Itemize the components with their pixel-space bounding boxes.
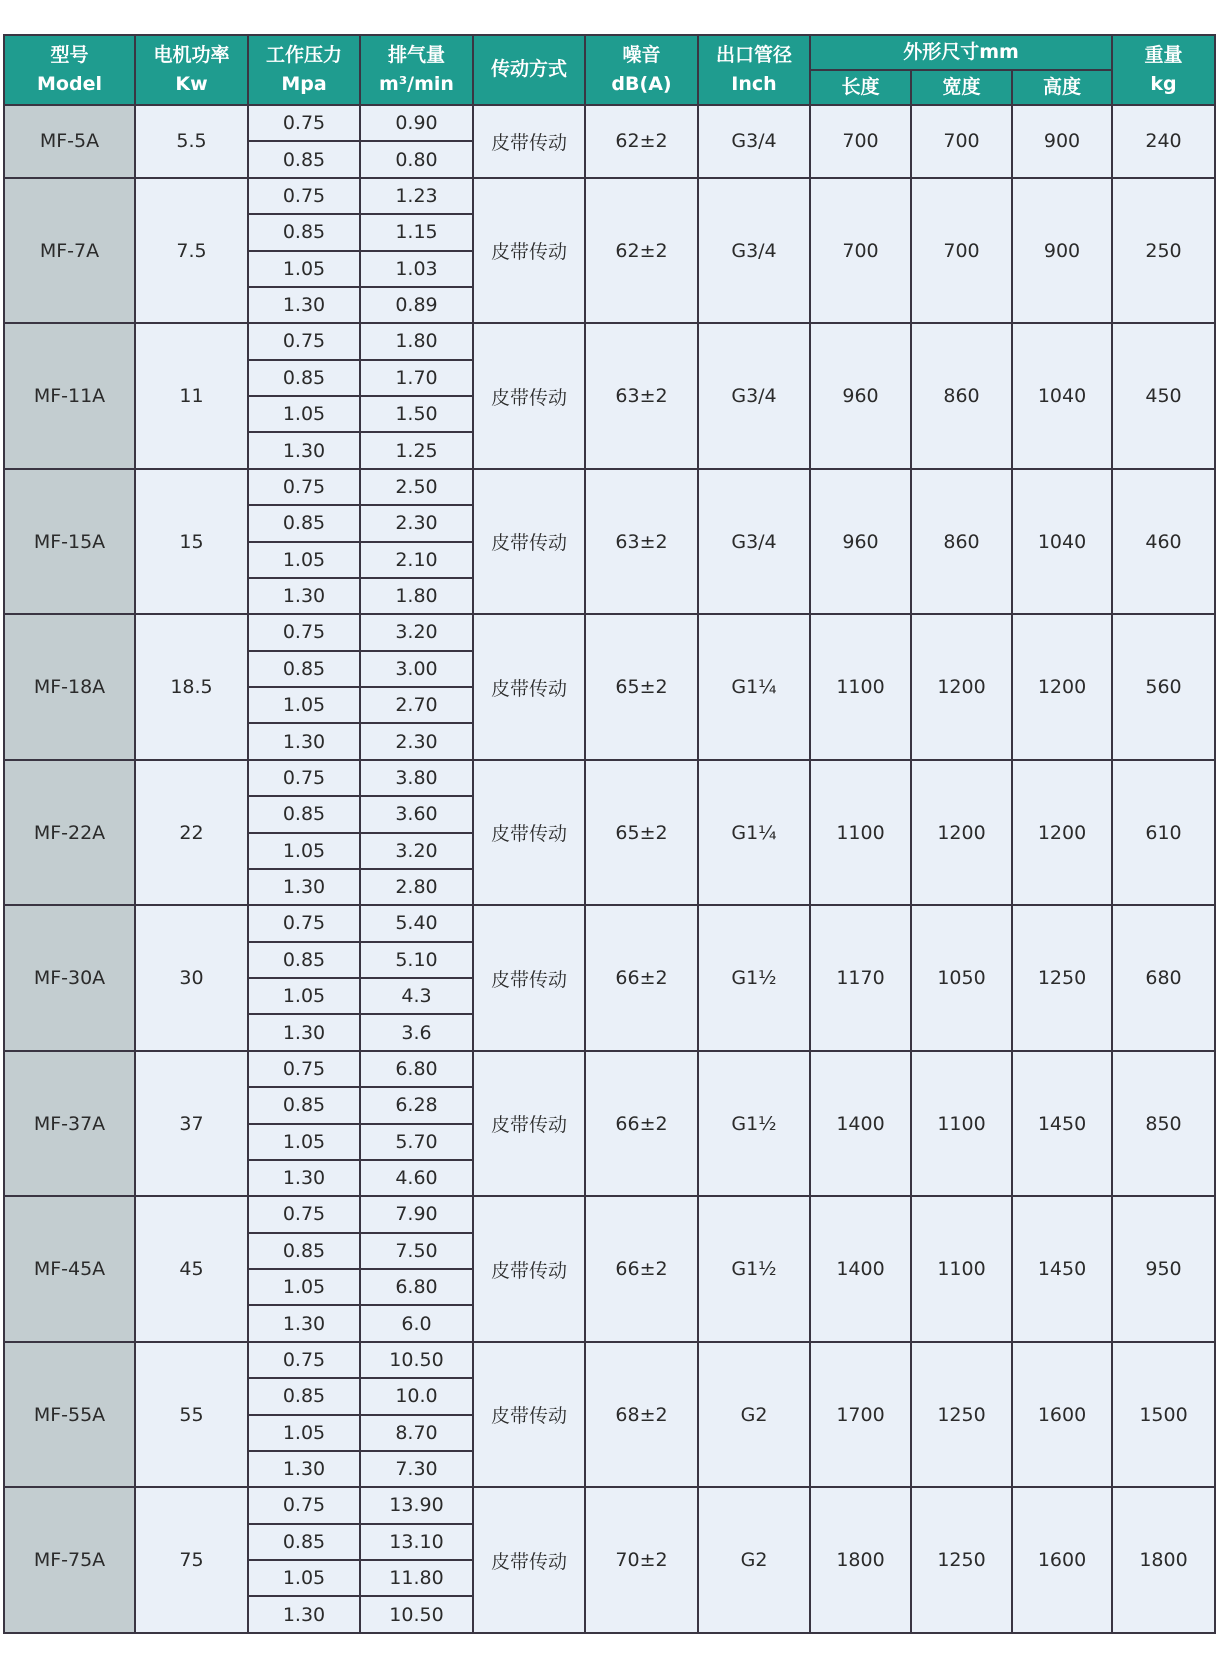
flow-cell: 6.0 bbox=[360, 1305, 473, 1341]
pressure-cell: 0.85 bbox=[248, 360, 360, 396]
weight-cell: 240 bbox=[1112, 105, 1215, 178]
flow-cell: 4.3 bbox=[360, 978, 473, 1014]
weight-cell: 250 bbox=[1112, 178, 1215, 324]
width-cell: 1250 bbox=[911, 1487, 1012, 1633]
width-cell: 1200 bbox=[911, 614, 1012, 760]
flow-cell: 13.90 bbox=[360, 1487, 473, 1523]
pressure-cell: 0.85 bbox=[248, 1524, 360, 1560]
noise-cell: 66±2 bbox=[585, 1196, 698, 1342]
model-cell: MF-11A bbox=[4, 323, 135, 469]
drive-cell: 皮带传动 bbox=[473, 760, 585, 906]
model-cell: MF-22A bbox=[4, 760, 135, 906]
flow-cell: 1.03 bbox=[360, 251, 473, 287]
power-cell: 37 bbox=[135, 1051, 248, 1197]
header-weight: 重量 kg bbox=[1112, 35, 1215, 105]
length-cell: 700 bbox=[810, 178, 911, 324]
flow-cell: 6.28 bbox=[360, 1087, 473, 1123]
weight-cell: 450 bbox=[1112, 323, 1215, 469]
pressure-cell: 0.75 bbox=[248, 905, 360, 941]
flow-cell: 1.23 bbox=[360, 178, 473, 214]
height-cell: 900 bbox=[1012, 178, 1112, 324]
flow-cell: 3.80 bbox=[360, 760, 473, 796]
outlet-cell: G1¼ bbox=[698, 760, 810, 906]
pressure-cell: 1.30 bbox=[248, 287, 360, 323]
noise-cell: 62±2 bbox=[585, 105, 698, 178]
drive-cell: 皮带传动 bbox=[473, 1196, 585, 1342]
outlet-cell: G1½ bbox=[698, 1051, 810, 1197]
noise-cell: 66±2 bbox=[585, 1051, 698, 1197]
header-flow: 排气量 m³/min bbox=[360, 35, 473, 105]
height-cell: 1200 bbox=[1012, 614, 1112, 760]
flow-cell: 4.60 bbox=[360, 1160, 473, 1196]
flow-cell: 13.10 bbox=[360, 1524, 473, 1560]
height-cell: 1450 bbox=[1012, 1196, 1112, 1342]
flow-cell: 5.10 bbox=[360, 942, 473, 978]
pressure-cell: 0.75 bbox=[248, 1196, 360, 1232]
length-cell: 1800 bbox=[810, 1487, 911, 1633]
pressure-cell: 1.05 bbox=[248, 978, 360, 1014]
flow-cell: 2.30 bbox=[360, 723, 473, 759]
power-cell: 30 bbox=[135, 905, 248, 1051]
table-row bbox=[4, 178, 1215, 214]
length-cell: 1100 bbox=[810, 614, 911, 760]
noise-cell: 63±2 bbox=[585, 469, 698, 615]
model-cell: MF-45A bbox=[4, 1196, 135, 1342]
outlet-cell: G1½ bbox=[698, 1196, 810, 1342]
weight-cell: 610 bbox=[1112, 760, 1215, 906]
table-row bbox=[4, 323, 1215, 359]
flow-cell: 1.70 bbox=[360, 360, 473, 396]
outlet-cell: G3/4 bbox=[698, 469, 810, 615]
length-cell: 700 bbox=[810, 105, 911, 178]
drive-cell: 皮带传动 bbox=[473, 1051, 585, 1197]
flow-cell: 3.6 bbox=[360, 1014, 473, 1050]
table-header bbox=[4, 35, 1215, 105]
flow-cell: 3.20 bbox=[360, 614, 473, 650]
drive-cell: 皮带传动 bbox=[473, 105, 585, 178]
table-row bbox=[4, 905, 1215, 941]
table-row bbox=[4, 1342, 1215, 1378]
length-cell: 1100 bbox=[810, 760, 911, 906]
flow-cell: 11.80 bbox=[360, 1560, 473, 1596]
flow-cell: 7.30 bbox=[360, 1451, 473, 1487]
header-width: 宽度 bbox=[911, 70, 1012, 105]
flow-cell: 3.60 bbox=[360, 796, 473, 832]
pressure-cell: 0.75 bbox=[248, 760, 360, 796]
width-cell: 1200 bbox=[911, 760, 1012, 906]
flow-cell: 8.70 bbox=[360, 1415, 473, 1451]
pressure-cell: 0.75 bbox=[248, 469, 360, 505]
width-cell: 860 bbox=[911, 323, 1012, 469]
header-drive: 传动方式 bbox=[473, 35, 585, 105]
pressure-cell: 1.05 bbox=[248, 1560, 360, 1596]
width-cell: 1050 bbox=[911, 905, 1012, 1051]
power-cell: 5.5 bbox=[135, 105, 248, 178]
noise-cell: 65±2 bbox=[585, 760, 698, 906]
length-cell: 1400 bbox=[810, 1051, 911, 1197]
length-cell: 1170 bbox=[810, 905, 911, 1051]
length-cell: 1400 bbox=[810, 1196, 911, 1342]
height-cell: 1040 bbox=[1012, 469, 1112, 615]
header-noise: 噪音 dB(A) bbox=[585, 35, 698, 105]
model-cell: MF-37A bbox=[4, 1051, 135, 1197]
height-cell: 1250 bbox=[1012, 905, 1112, 1051]
flow-cell: 2.70 bbox=[360, 687, 473, 723]
pressure-cell: 1.30 bbox=[248, 1596, 360, 1633]
height-cell: 1450 bbox=[1012, 1051, 1112, 1197]
flow-cell: 1.50 bbox=[360, 396, 473, 432]
width-cell: 1100 bbox=[911, 1196, 1012, 1342]
pressure-cell: 0.75 bbox=[248, 614, 360, 650]
pressure-cell: 1.30 bbox=[248, 1451, 360, 1487]
flow-cell: 3.00 bbox=[360, 651, 473, 687]
header-length: 长度 bbox=[810, 70, 911, 105]
pressure-cell: 1.30 bbox=[248, 1305, 360, 1341]
table-row bbox=[4, 614, 1215, 650]
model-cell: MF-55A bbox=[4, 1342, 135, 1488]
table-row bbox=[4, 1487, 1215, 1523]
table-row bbox=[4, 1051, 1215, 1087]
weight-cell: 950 bbox=[1112, 1196, 1215, 1342]
header-outlet: 出口管径 Inch bbox=[698, 35, 810, 105]
flow-cell: 0.89 bbox=[360, 287, 473, 323]
pressure-cell: 0.75 bbox=[248, 178, 360, 214]
flow-cell: 10.50 bbox=[360, 1596, 473, 1633]
pressure-cell: 0.85 bbox=[248, 1233, 360, 1269]
power-cell: 75 bbox=[135, 1487, 248, 1633]
outlet-cell: G2 bbox=[698, 1487, 810, 1633]
model-cell: MF-75A bbox=[4, 1487, 135, 1633]
flow-cell: 10.0 bbox=[360, 1378, 473, 1414]
outlet-cell: G3/4 bbox=[698, 323, 810, 469]
length-cell: 1700 bbox=[810, 1342, 911, 1488]
pressure-cell: 1.05 bbox=[248, 1415, 360, 1451]
pressure-cell: 0.85 bbox=[248, 214, 360, 250]
flow-cell: 10.50 bbox=[360, 1342, 473, 1378]
width-cell: 1100 bbox=[911, 1051, 1012, 1197]
pressure-cell: 0.85 bbox=[248, 651, 360, 687]
flow-cell: 0.80 bbox=[360, 141, 473, 177]
pressure-cell: 0.85 bbox=[248, 505, 360, 541]
header-power: 电机功率 Kw bbox=[135, 35, 248, 105]
header-dimensions: 外形尺寸mm bbox=[810, 35, 1112, 70]
header-model: 型号 Model bbox=[4, 35, 135, 105]
pressure-cell: 1.05 bbox=[248, 687, 360, 723]
length-cell: 960 bbox=[810, 323, 911, 469]
drive-cell: 皮带传动 bbox=[473, 614, 585, 760]
drive-cell: 皮带传动 bbox=[473, 1342, 585, 1488]
weight-cell: 560 bbox=[1112, 614, 1215, 760]
power-cell: 11 bbox=[135, 323, 248, 469]
model-cell: MF-15A bbox=[4, 469, 135, 615]
pressure-cell: 0.85 bbox=[248, 141, 360, 177]
drive-cell: 皮带传动 bbox=[473, 178, 585, 324]
pressure-cell: 0.85 bbox=[248, 942, 360, 978]
weight-cell: 460 bbox=[1112, 469, 1215, 615]
width-cell: 1250 bbox=[911, 1342, 1012, 1488]
flow-cell: 2.30 bbox=[360, 505, 473, 541]
flow-cell: 1.80 bbox=[360, 578, 473, 614]
pressure-cell: 1.05 bbox=[248, 542, 360, 578]
outlet-cell: G1½ bbox=[698, 905, 810, 1051]
drive-cell: 皮带传动 bbox=[473, 469, 585, 615]
pressure-cell: 0.85 bbox=[248, 1087, 360, 1123]
table-row bbox=[4, 105, 1215, 141]
power-cell: 45 bbox=[135, 1196, 248, 1342]
pressure-cell: 0.75 bbox=[248, 323, 360, 359]
flow-cell: 1.25 bbox=[360, 432, 473, 468]
noise-cell: 70±2 bbox=[585, 1487, 698, 1633]
power-cell: 15 bbox=[135, 469, 248, 615]
pressure-cell: 1.30 bbox=[248, 1160, 360, 1196]
power-cell: 22 bbox=[135, 760, 248, 906]
pressure-cell: 1.05 bbox=[248, 1124, 360, 1160]
noise-cell: 63±2 bbox=[585, 323, 698, 469]
weight-cell: 850 bbox=[1112, 1051, 1215, 1197]
pressure-cell: 1.30 bbox=[248, 578, 360, 614]
flow-cell: 1.15 bbox=[360, 214, 473, 250]
flow-cell: 5.70 bbox=[360, 1124, 473, 1160]
flow-cell: 2.50 bbox=[360, 469, 473, 505]
pressure-cell: 0.75 bbox=[248, 1487, 360, 1523]
outlet-cell: G3/4 bbox=[698, 105, 810, 178]
pressure-cell: 0.85 bbox=[248, 1378, 360, 1414]
flow-cell: 1.80 bbox=[360, 323, 473, 359]
pressure-cell: 1.30 bbox=[248, 432, 360, 468]
model-cell: MF-7A bbox=[4, 178, 135, 324]
width-cell: 700 bbox=[911, 105, 1012, 178]
power-cell: 7.5 bbox=[135, 178, 248, 324]
flow-cell: 6.80 bbox=[360, 1051, 473, 1087]
height-cell: 1600 bbox=[1012, 1342, 1112, 1488]
pressure-cell: 1.05 bbox=[248, 396, 360, 432]
width-cell: 860 bbox=[911, 469, 1012, 615]
pressure-cell: 0.75 bbox=[248, 1051, 360, 1087]
length-cell: 960 bbox=[810, 469, 911, 615]
flow-cell: 7.50 bbox=[360, 1233, 473, 1269]
outlet-cell: G2 bbox=[698, 1342, 810, 1488]
pressure-cell: 0.85 bbox=[248, 796, 360, 832]
pressure-cell: 0.75 bbox=[248, 105, 360, 141]
flow-cell: 0.90 bbox=[360, 105, 473, 141]
noise-cell: 65±2 bbox=[585, 614, 698, 760]
drive-cell: 皮带传动 bbox=[473, 323, 585, 469]
model-cell: MF-5A bbox=[4, 105, 135, 178]
weight-cell: 680 bbox=[1112, 905, 1215, 1051]
power-cell: 18.5 bbox=[135, 614, 248, 760]
flow-cell: 6.80 bbox=[360, 1269, 473, 1305]
header-pressure: 工作压力 Mpa bbox=[248, 35, 360, 105]
weight-cell: 1800 bbox=[1112, 1487, 1215, 1633]
pressure-cell: 0.75 bbox=[248, 1342, 360, 1378]
flow-cell: 3.20 bbox=[360, 833, 473, 869]
noise-cell: 62±2 bbox=[585, 178, 698, 324]
model-cell: MF-18A bbox=[4, 614, 135, 760]
flow-cell: 5.40 bbox=[360, 905, 473, 941]
flow-cell: 2.80 bbox=[360, 869, 473, 905]
spec-table bbox=[3, 34, 1216, 1634]
flow-cell: 7.90 bbox=[360, 1196, 473, 1232]
weight-cell: 1500 bbox=[1112, 1342, 1215, 1488]
pressure-cell: 1.05 bbox=[248, 1269, 360, 1305]
pressure-cell: 1.30 bbox=[248, 869, 360, 905]
pressure-cell: 1.30 bbox=[248, 1014, 360, 1050]
drive-cell: 皮带传动 bbox=[473, 905, 585, 1051]
power-cell: 55 bbox=[135, 1342, 248, 1488]
height-cell: 1600 bbox=[1012, 1487, 1112, 1633]
header-height: 高度 bbox=[1012, 70, 1112, 105]
drive-cell: 皮带传动 bbox=[473, 1487, 585, 1633]
model-cell: MF-30A bbox=[4, 905, 135, 1051]
outlet-cell: G3/4 bbox=[698, 178, 810, 324]
table-row bbox=[4, 1196, 1215, 1232]
pressure-cell: 1.05 bbox=[248, 251, 360, 287]
height-cell: 1200 bbox=[1012, 760, 1112, 906]
pressure-cell: 1.30 bbox=[248, 723, 360, 759]
table-body bbox=[4, 105, 1215, 1633]
height-cell: 1040 bbox=[1012, 323, 1112, 469]
table-row bbox=[4, 469, 1215, 505]
outlet-cell: G1¼ bbox=[698, 614, 810, 760]
noise-cell: 68±2 bbox=[585, 1342, 698, 1488]
table-row bbox=[4, 760, 1215, 796]
noise-cell: 66±2 bbox=[585, 905, 698, 1051]
height-cell: 900 bbox=[1012, 105, 1112, 178]
width-cell: 700 bbox=[911, 178, 1012, 324]
flow-cell: 2.10 bbox=[360, 542, 473, 578]
pressure-cell: 1.05 bbox=[248, 833, 360, 869]
